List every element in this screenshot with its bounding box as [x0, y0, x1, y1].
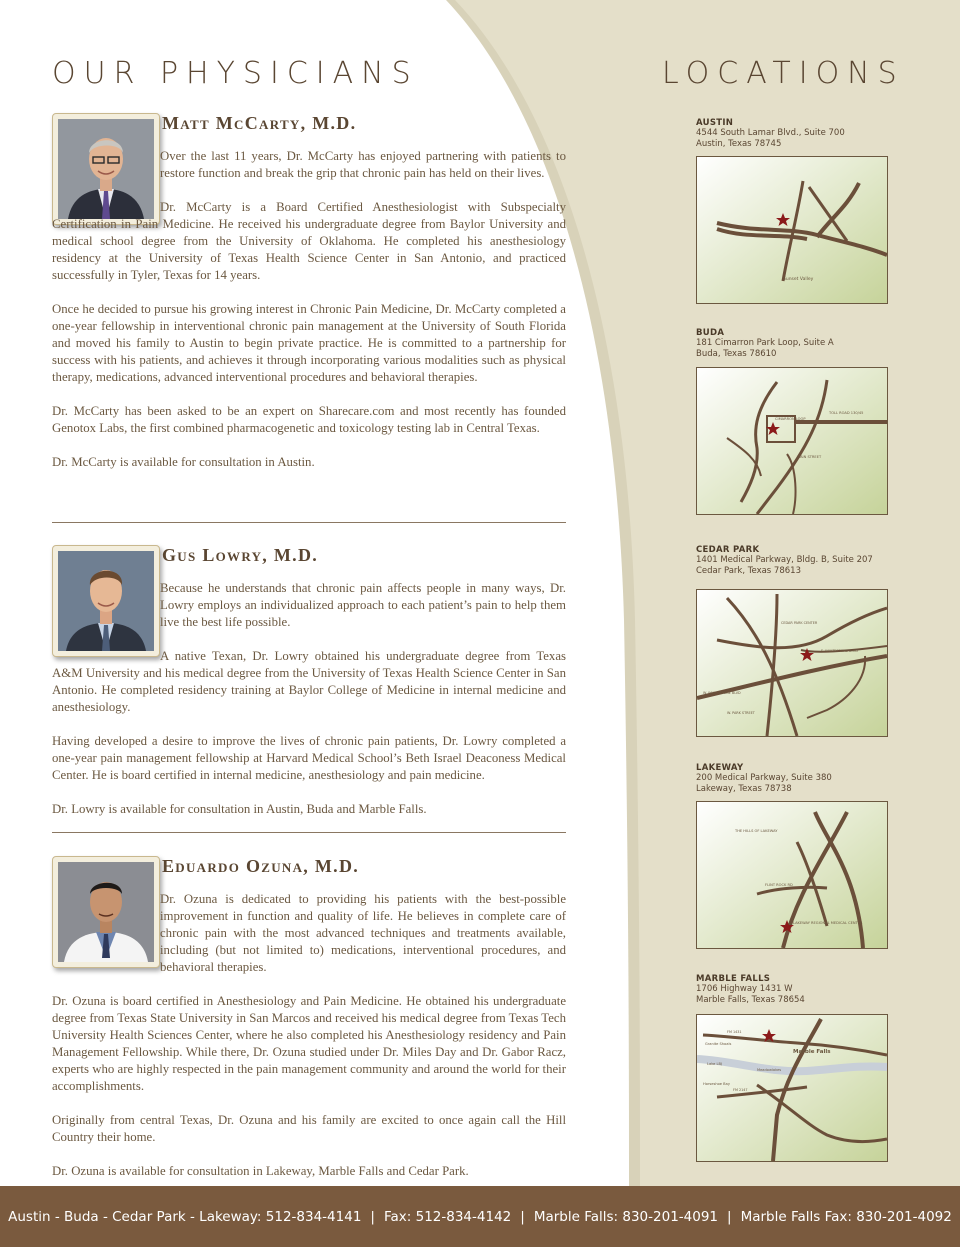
- location-lakeway: [696, 763, 896, 795]
- physician-name: Eduardo Ozuna, M.D.: [162, 856, 360, 876]
- location-name: MARBLE FALLS: [696, 974, 771, 984]
- physician-bio: [52, 891, 566, 1197]
- physician-name: Gus Lowry, M.D.: [162, 545, 319, 565]
- bio-paragraph: A native Texan, Dr. Lowry obtained his undergraduate degree from Texas A&M University and his medical degree from the University of Texas Health Science Center in San Antonio. He completed residency training at Baylor College of Medicine in internal medicine and anesthesiology.: [52, 649, 566, 714]
- location-name: BUDA: [696, 328, 725, 338]
- location-address-line1: 200 Medical Parkway, Suite 380: [696, 773, 832, 783]
- footer-separator: |: [370, 1208, 375, 1225]
- footer-separator: |: [520, 1208, 525, 1225]
- bio-paragraph: Because he understands that chronic pain affects people in many ways, Dr. Lowry employs an individualized approach to each patient’s pain to help them live the best life possible.: [160, 581, 566, 629]
- map-lakeway: [696, 801, 888, 949]
- map-label: FM 1431: [727, 1030, 742, 1034]
- location-address-line1: 1706 Highway 1431 W: [696, 984, 793, 994]
- bio-paragraph: Over the last 11 years, Dr. McCarty has enjoyed partnering with patients to restore function and break the grip that chronic pain has held on their lives.: [160, 149, 566, 180]
- section-divider: [52, 832, 566, 833]
- location-cedar-park: [696, 545, 896, 577]
- map-label: CIMARRON LOOP: [775, 417, 806, 421]
- bio-paragraph: Dr. Ozuna is board certified in Anesthesiology and Pain Medicine. He obtained his undergraduate degree from Texas State University in San Marcos and received his medical degree from Texas Tech University Health Sciences Center, where he also completed his Anesthesiology residency and Pain Management Fellowship. While there, Dr. Ozuna studied under Dr. Miles Day and Dr. Gabor Racz, experts who are highly respected in the pain management community and around the world for their accomplishments.: [52, 994, 566, 1093]
- footer-main-phone: Austin - Buda - Cedar Park - Lakeway: 512-834-4141: [8, 1208, 362, 1225]
- map-cedar-park-graphic: [697, 590, 887, 736]
- map-cedar-park: [696, 589, 888, 737]
- map-marble-falls: [696, 1014, 888, 1162]
- location-address-line2: Buda, Texas 78610: [696, 349, 777, 359]
- map-label: THE HILLS OF LAKEWAY: [735, 829, 778, 833]
- location-address-line1: 181 Cimarron Park Loop, Suite A: [696, 338, 834, 348]
- bio-paragraph: Dr. Ozuna is available for consultation in Lakeway, Marble Falls and Cedar Park.: [52, 1164, 469, 1178]
- map-label: Meadowlakes: [757, 1068, 782, 1072]
- map-buda: [696, 367, 888, 515]
- location-marble-falls: [696, 974, 896, 1006]
- footer-marble-falls-fax: Marble Falls Fax: 830-201-4092: [740, 1208, 952, 1225]
- bio-paragraph: Dr. McCarty is a Board Certified Anesthesiologist with Subspecialty Certification in Pain Medicine. He received his undergraduate degree from Baylor University and medical school degree from the University of Oklahoma. He completed his anesthesiology residency at the University of Texas Health Science Center in San Antonio, and practiced successfully in Tyler, Texas for 14 years.: [52, 200, 566, 282]
- location-austin: [696, 118, 896, 150]
- our-physicians-heading: OUR PHYSICIANS: [52, 56, 419, 91]
- map-label: FLINT ROCK RD: [765, 883, 793, 887]
- map-lakeway-graphic: [697, 802, 887, 948]
- map-label: E. WHITESTONE BLVD: [821, 649, 858, 653]
- map-marble-falls-graphic: [697, 1015, 887, 1161]
- map-austin-graphic: [697, 157, 887, 303]
- location-name: CEDAR PARK: [696, 545, 760, 555]
- location-address-line2: Cedar Park, Texas 78613: [696, 566, 801, 576]
- location-address-line1: 4544 South Lamar Blvd., Suite 700: [696, 128, 845, 138]
- map-label: MAIN STREET: [797, 455, 822, 459]
- map-austin: [696, 156, 888, 304]
- map-label: Sunset Valley: [783, 277, 814, 282]
- bio-paragraph: Having developed a desire to improve the lives of chronic pain patients, Dr. Lowry completed a one-year pain management fellowship at Harvard Medical School’s Beth Israel Deaconess Medical Center. He is board certified in internal medicine, anesthesiology and pain medicine.: [52, 734, 566, 782]
- location-name: LAKEWAY: [696, 763, 744, 773]
- map-label: LAKEWAY REGIONAL MEDICAL CENTER: [793, 921, 863, 925]
- footer-contact-bar: [0, 1186, 960, 1247]
- bio-paragraph: Dr. Lowry is available for consultation in Austin, Buda and Marble Falls.: [52, 802, 427, 816]
- location-address-line2: Marble Falls, Texas 78654: [696, 995, 805, 1005]
- footer-separator: |: [727, 1208, 732, 1225]
- location-address-line1: 1401 Medical Parkway, Bldg. B, Suite 207: [696, 555, 873, 565]
- map-label: W. WHITESTONE BLVD: [703, 691, 741, 695]
- map-label: CEDAR PARK CENTER: [781, 621, 818, 625]
- location-address-line2: Austin, Texas 78745: [696, 139, 782, 149]
- physician-bio: [52, 148, 566, 488]
- map-label: TOLL ROAD 130/45: [829, 411, 864, 415]
- footer-marble-falls-phone: Marble Falls: 830-201-4091: [533, 1208, 719, 1225]
- location-address-line2: Lakeway, Texas 78738: [696, 784, 792, 794]
- map-label: Granite Shoals: [705, 1042, 732, 1046]
- map-label: W. PARK STREET: [727, 711, 755, 715]
- bio-paragraph: Dr. McCarty is available for consultation in Austin.: [52, 455, 315, 469]
- bio-paragraph: Originally from central Texas, Dr. Ozuna and his family are excited to once again call the Hill Country their home.: [52, 1113, 566, 1144]
- section-divider: [52, 522, 566, 523]
- map-label: Marble Falls: [793, 1049, 831, 1055]
- bio-paragraph: Dr. McCarty has been asked to be an expert on Sharecare.com and most recently has founded Genotox Labs, the first combined pharmacogenetic and toxicology testing lab in Central Texas.: [52, 404, 566, 435]
- physician-bio: [52, 580, 566, 835]
- locations-heading: LOCATIONS: [662, 56, 905, 91]
- footer-fax: Fax: 512-834-4142: [383, 1208, 512, 1225]
- bio-paragraph: Once he decided to pursue his growing interest in Chronic Pain Medicine, Dr. McCarty completed a one-year fellowship in interventional chronic pain management at the University of South Florida and moved his family to Austin to begin private practice. He is committed to a partnership for success with his patients, and achieves it through incorporating various modalities such as physical therapy, medications, advanced interventional procedures and behavioral therapies.: [52, 302, 566, 384]
- location-name: AUSTIN: [696, 118, 734, 128]
- map-label: FM 2147: [733, 1088, 748, 1092]
- bio-paragraph: Dr. Ozuna is dedicated to providing his patients with the best-possible improvement in function and quality of life. He believes in complete care of chronic pain with the most advanced techniques and treatments available, including (but not limited to) medications, interventional procedures, and behavioral therapies.: [160, 892, 566, 974]
- map-label: Horseshoe Bay: [703, 1082, 730, 1086]
- map-buda-graphic: [697, 368, 887, 514]
- location-buda: [696, 328, 896, 360]
- physician-name: Matt McCarty, M.D.: [162, 113, 357, 133]
- map-label: Lake LBJ: [707, 1062, 723, 1066]
